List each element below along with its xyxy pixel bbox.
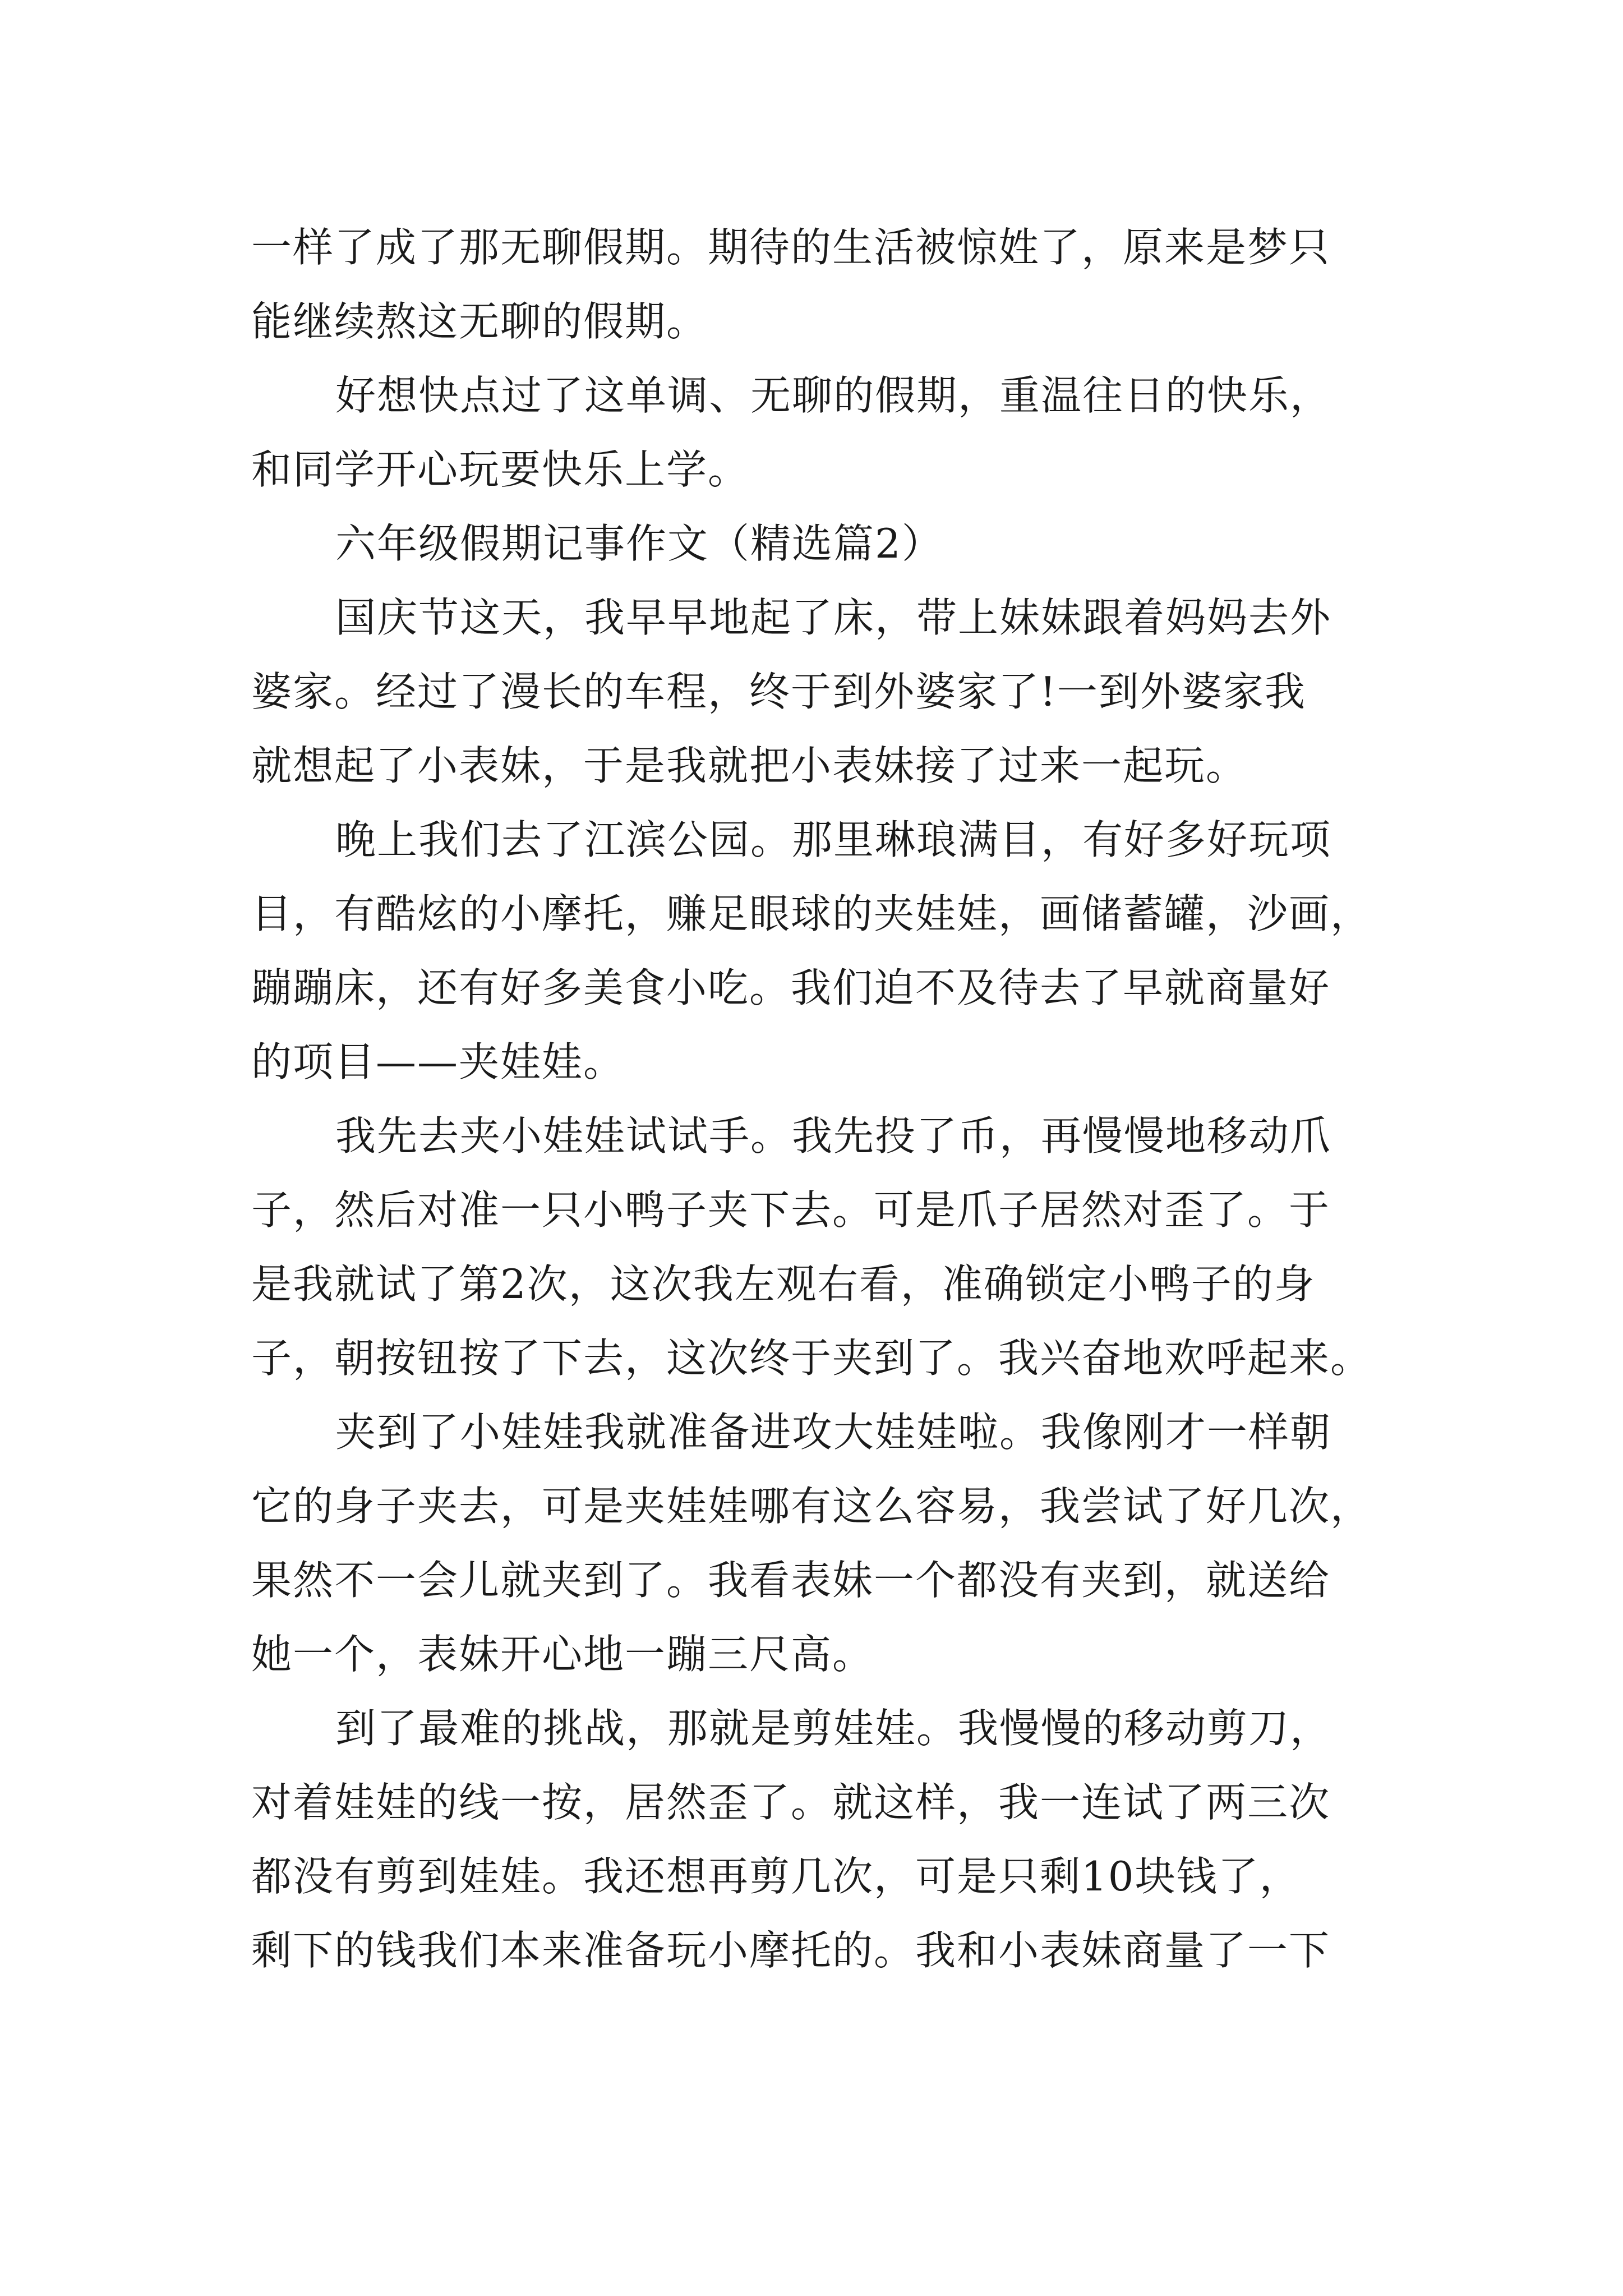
text-line: 我先去夹小娃娃试试手。我先投了币，再慢慢地移动爪 [335,1112,1332,1159]
text-line: 她一个，表妹开心地一蹦三尺高。 [251,1631,874,1678]
text-line: 子，朝按钮按了下去，这次终于夹到了。我兴奋地欢呼起来。 [251,1335,1372,1382]
text-line: 到了最难的挑战，那就是剪娃娃。我慢慢的移动剪刀， [335,1705,1332,1752]
text-line: 晚上我们去了江滨公园。那里琳琅满目，有好多好玩项 [335,816,1332,863]
text-line: 蹦蹦床，还有好多美食小吃。我们迫不及待去了早就商量好 [251,964,1331,1011]
text-line: 果然不一会儿就夹到了。我看表妹一个都没有夹到，就送给 [251,1557,1331,1604]
text-line: 的项目——夹娃娃。 [251,1038,625,1085]
essay-body [251,210,1373,1987]
text-line: 一样了成了那无聊假期。期待的生活被惊姓了，原来是梦只 [251,224,1331,271]
text-line: 好想快点过了这单调、无聊的假期，重温往日的快乐， [335,372,1332,419]
text-line: 就想起了小表妹，于是我就把小表妹接了过来一起玩。 [251,742,1248,789]
section-heading: 六年级假期记事作文（精选篇2） [335,520,943,567]
text-line: 它的身子夹去，可是夹娃娃哪有这么容易，我尝试了好几次， [251,1483,1372,1530]
text-line: 都没有剪到娃娃。我还想再剪几次，可是只剩10块钱了， [251,1853,1301,1900]
text-line: 夹到了小娃娃我就准备进攻大娃娃啦。我像刚才一样朝 [335,1409,1332,1456]
text-line: 是我就试了第2次，这次我左观右看，准确锁定小鸭子的身 [251,1260,1316,1308]
text-line: 国庆节这天，我早早地起了床，带上妹妹跟着妈妈去外 [335,594,1332,641]
text-line: 目，有酷炫的小摩托，赚足眼球的夹娃娃，画储蓄罐，沙画， [251,890,1372,937]
text-line: 对着娃娃的线一按，居然歪了。就这样，我一连试了两三次 [251,1779,1331,1826]
text-line: 子，然后对准一只小鸭子夹下去。可是爪子居然对歪了。于 [251,1186,1331,1234]
text-line: 和同学开心玩要快乐上学。 [251,446,750,493]
text-line: 婆家。经过了漫长的车程，终于到外婆家了!一到外婆家我 [251,668,1306,715]
text-line: 剩下的钱我们本来准备玩小摩托的。我和小表妹商量了一下 [251,1927,1331,1974]
text-line: 能继续熬这无聊的假期。 [251,298,708,345]
